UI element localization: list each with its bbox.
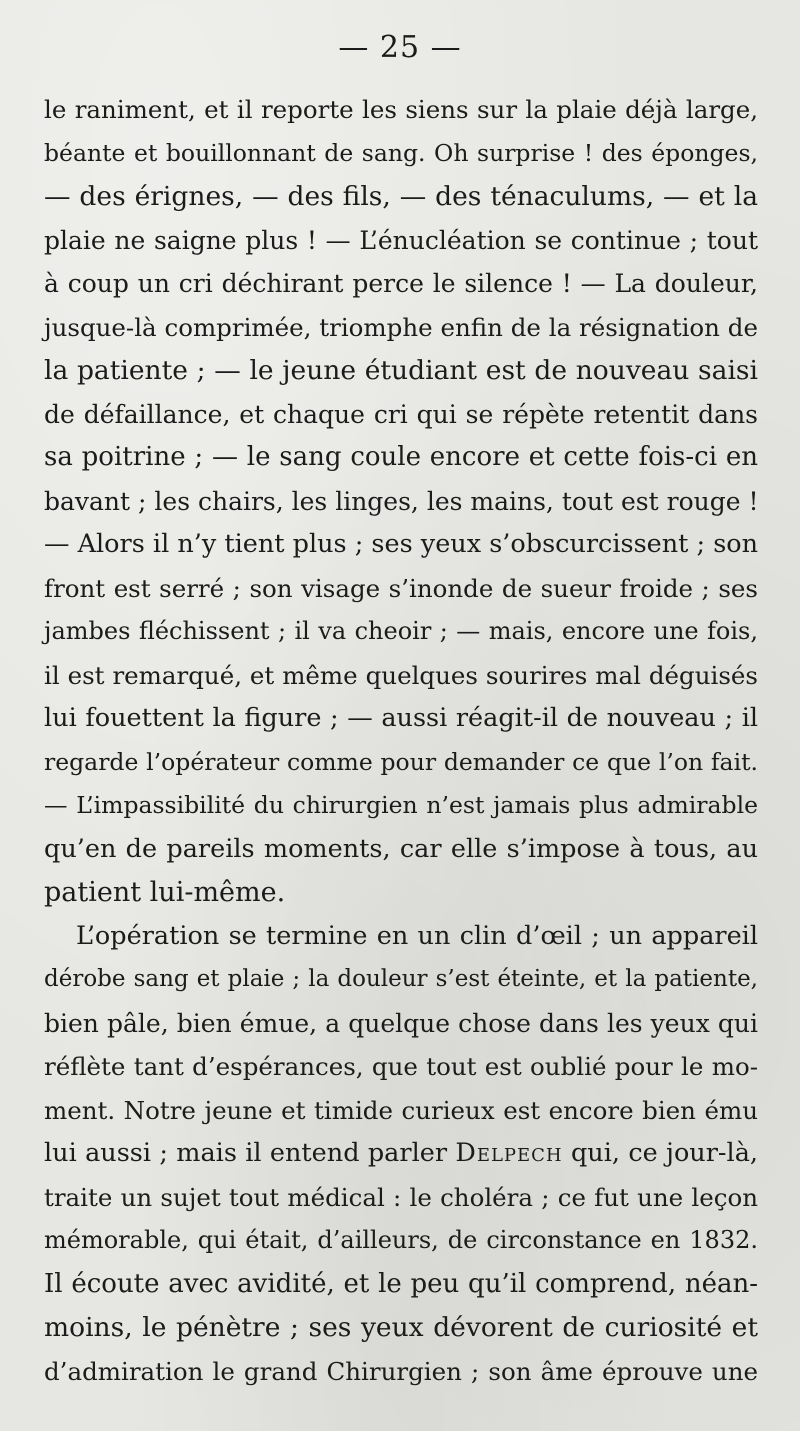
text-line: plaie ne saigne plus ! — L’énucléation se continue ; tout (44, 225, 758, 255)
text-line-with-name (44, 1132, 758, 1176)
text-line: Il écoute avec avidité, et le peu qu’il comprend, néan- (44, 1268, 758, 1299)
text-line: lui fouettent la figure ; — aussi réagit-il de nouveau ; il (44, 703, 758, 733)
text-fragment: qui, ce jour-là, (570, 1138, 758, 1168)
text-line: — des érignes, — des fils, — des ténaculums, — et la (44, 181, 758, 212)
text-line: à coup un cri déchirant perce le silence ! — La douleur, (44, 269, 758, 298)
text-line: jusque-là comprimée, triomphe enfin de la résignation de (44, 312, 758, 342)
text-line: dérobe sang et plaie ; la douleur s’est éteinte, et la patiente, (44, 966, 758, 992)
text-line: d’admiration le grand Chirurgien ; son âme éprouve une (44, 1356, 758, 1386)
surname-delpech: Delpech (455, 1138, 563, 1168)
text-line: de défaillance, et chaque cri qui se répète retentit dans (44, 399, 758, 429)
text-line: qu’en de pareils moments, car elle s’impose à tous, au (44, 833, 758, 864)
text-line: le raniment, et il reporte les siens sur la plaie déjà large, (44, 95, 758, 124)
body-text (44, 88, 758, 1393)
text-line: mémorable, qui était, d’ailleurs, de circonstance en 1832. (44, 1226, 758, 1254)
text-line: sa poitrine ; — le sang coule encore et cette fois-ci en (44, 442, 758, 472)
text-line: il est remarqué, et même quelques sourires mal déguisés (44, 660, 758, 690)
page-number: — 25 — (338, 30, 462, 65)
text-line: la patiente ; — le jeune étudiant est de nouveau saisi (44, 355, 758, 386)
text-line: bien pâle, bien émue, a quelque chose dans les yeux qui (44, 1008, 758, 1038)
text-line: L’opération se termine en un clin d’œil ; un appareil (76, 920, 758, 951)
text-line: bavant ; les chairs, les linges, les mains, tout est rouge ! (44, 486, 759, 516)
text-line: réflète tant d’espérances, que tout est oublié pour le mo- (44, 1052, 758, 1081)
paragraph-1 (44, 88, 758, 915)
text-line: traite un sujet tout médical : le choléra ; ce fut une leçon (44, 1182, 758, 1212)
text-line: moins, le pénètre ; ses yeux dévorent de curiosité et (44, 1312, 758, 1343)
text-line: — Alors il n’y tient plus ; ses yeux s’obscurcissent ; son (44, 529, 759, 559)
text-line: béante et bouillonnant de sang. Oh surprise ! des éponges, (44, 138, 758, 167)
paragraph-2 (44, 915, 758, 1394)
text-line: regarde l’opérateur comme pour demander ce que l’on fait. (44, 747, 758, 776)
text-line: front est serré ; son visage s’inonde de sueur froide ; ses (44, 573, 758, 603)
text-line: patient lui-même. (44, 877, 286, 908)
text-fragment: lui aussi ; mais il entend parler (44, 1138, 448, 1168)
text-line: ment. Notre jeune et timide curieux est encore bien ému (44, 1095, 758, 1125)
text-line: — L’impassibilité du chirurgien n’est jamais plus admirable (44, 791, 758, 819)
text-line: jambes fléchissent ; il va cheoir ; — mais, encore une fois, (44, 617, 758, 645)
